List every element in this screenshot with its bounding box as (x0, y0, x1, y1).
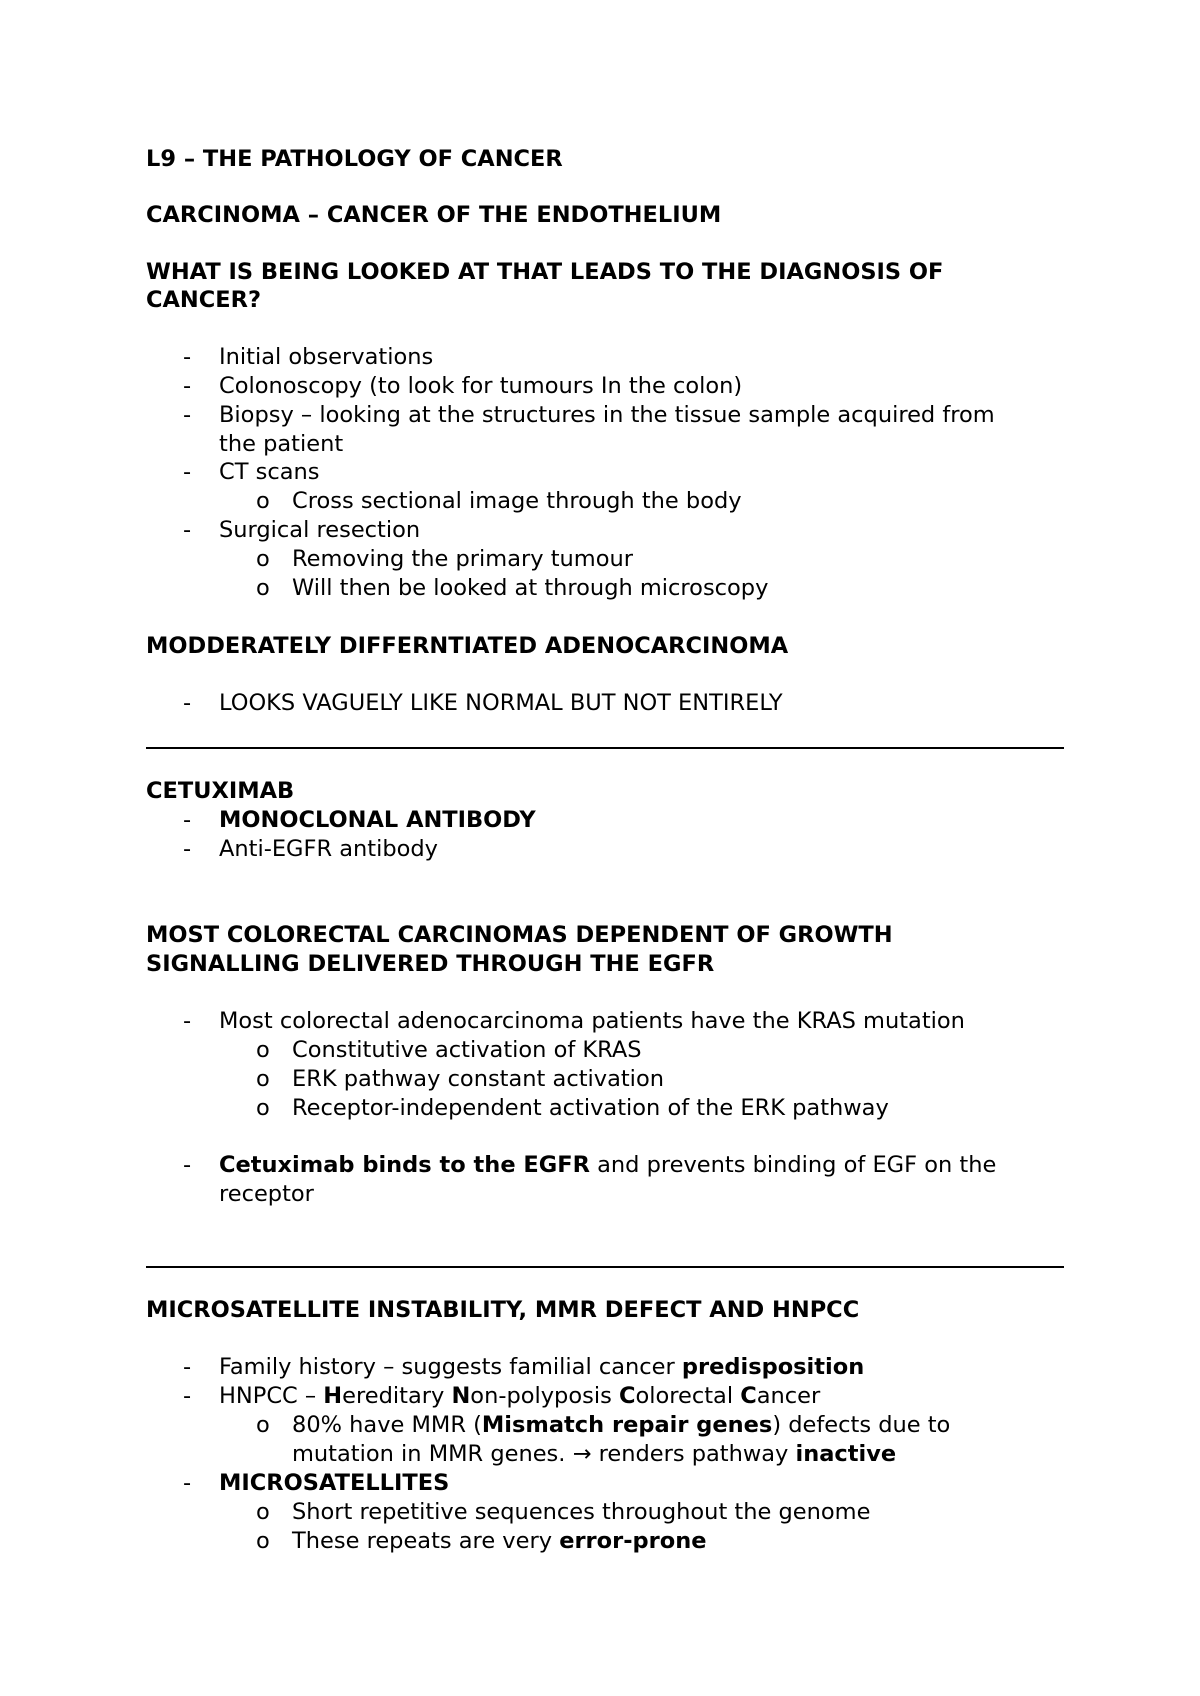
adenocarcinoma-heading: MODDERATELY DIFFERNTIATED ADENOCARCINOMA (146, 633, 789, 659)
list-item: Initial observations (219, 344, 434, 370)
msi-heading: MICROSATELLITE INSTABILITY, MMR DEFECT AND HNPCC (146, 1297, 860, 1323)
egfr-heading-line1: MOST COLORECTAL CARCINOMAS DEPENDENT OF GROWTH (146, 922, 893, 948)
bold-text: predisposition (681, 1354, 865, 1380)
bullet-dash: - (183, 402, 192, 428)
list-item: Anti-EGFR antibody (219, 836, 438, 862)
plain-text: These repeats are very (292, 1528, 560, 1554)
sub-list-item: Receptor-independent activation of the ERK pathway (292, 1095, 889, 1121)
plain-text: and prevents binding of EGF on the (589, 1152, 997, 1178)
bullet-dash: - (183, 1152, 192, 1178)
horizontal-rule (146, 1266, 1064, 1268)
bullet-dash: - (183, 459, 192, 485)
bold-text: Cetuximab binds to the EGFR (219, 1152, 590, 1178)
list-item: Biopsy – looking at the structures in the tissue sample acquired from (219, 402, 995, 428)
sub-list-item (292, 1527, 706, 1555)
bold-letter: N (451, 1383, 471, 1409)
horizontal-rule (146, 747, 1064, 749)
bullet-dash: - (183, 690, 192, 716)
bullet-dash: - (183, 1008, 192, 1034)
bullet-circle: o (256, 575, 270, 601)
bullet-dash: - (183, 373, 192, 399)
plain-text: olorectal (635, 1383, 741, 1409)
bullet-dash: - (183, 1354, 192, 1380)
list-item: CT scans (219, 459, 320, 485)
list-item (219, 1151, 996, 1179)
bullet-circle: o (256, 1095, 270, 1121)
plain-text: on-polyposis (470, 1383, 619, 1409)
sub-list-item: Cross sectional image through the body (292, 488, 742, 514)
bold-letter: H (323, 1383, 343, 1409)
bullet-circle: o (256, 1528, 270, 1554)
list-item: MONOCLONAL ANTIBODY (219, 807, 536, 833)
diagnosis-heading-line1: WHAT IS BEING LOOKED AT THAT LEADS TO THE DIAGNOSIS OF (146, 259, 944, 285)
bullet-dash: - (183, 517, 192, 543)
bullet-circle: o (256, 546, 270, 572)
bullet-circle: o (256, 1037, 270, 1063)
sub-list-item: Removing the primary tumour (292, 546, 633, 572)
document-title: L9 – THE PATHOLOGY OF CANCER (146, 146, 563, 172)
sub-list-item: ERK pathway constant activation (292, 1066, 664, 1092)
plain-text: Family history – suggests familial cancer (219, 1354, 682, 1380)
bold-text: Mismatch repair genes (481, 1412, 773, 1438)
list-item-continuation: the patient (219, 431, 344, 457)
sub-list-item-continuation (292, 1440, 896, 1468)
plain-text: ereditary (342, 1383, 452, 1409)
sub-list-item: Short repetitive sequences throughout the genome (292, 1499, 871, 1525)
bold-text: error-prone (559, 1528, 707, 1554)
list-item (219, 1353, 864, 1381)
plain-text: ancer (756, 1383, 821, 1409)
bullet-dash: - (183, 807, 192, 833)
list-item: Most colorectal adenocarcinoma patients have the KRAS mutation (219, 1008, 965, 1034)
plain-text: renders pathway (591, 1441, 796, 1467)
list-item: Colonoscopy (to look for tumours In the colon) (219, 373, 743, 399)
plain-text: 80% have MMR ( (292, 1412, 482, 1438)
cetuximab-heading: CETUXIMAB (146, 778, 295, 804)
list-item: MICROSATELLITES (219, 1470, 450, 1496)
bullet-circle: o (256, 488, 270, 514)
bullet-dash: - (183, 1383, 192, 1409)
plain-text: HNPCC – (219, 1383, 324, 1409)
list-item (219, 1382, 820, 1410)
list-item: LOOKS VAGUELY LIKE NORMAL BUT NOT ENTIRELY (219, 690, 783, 716)
egfr-heading-line2: SIGNALLING DELIVERED THROUGH THE EGFR (146, 951, 715, 977)
list-item-continuation: receptor (219, 1181, 314, 1207)
sub-list-item: Constitutive activation of KRAS (292, 1037, 642, 1063)
list-item: Surgical resection (219, 517, 421, 543)
bullet-circle: o (256, 1066, 270, 1092)
bullet-dash: - (183, 1470, 192, 1496)
bullet-circle: o (256, 1412, 270, 1438)
sub-list-item: Will then be looked at through microscopy (292, 575, 769, 601)
plain-text: ) defects due to (772, 1412, 951, 1438)
bullet-dash: - (183, 344, 192, 370)
diagnosis-heading-line2: CANCER? (146, 287, 262, 313)
sub-list-item (292, 1411, 950, 1439)
bold-text: inactive (795, 1441, 897, 1467)
bold-letter: C (618, 1383, 636, 1409)
carcinoma-heading: CARCINOMA – CANCER OF THE ENDOTHELIUM (146, 202, 722, 228)
arrow-icon: → (572, 1441, 592, 1467)
bold-letter: C (740, 1383, 757, 1409)
plain-text: mutation in MMR genes. (292, 1441, 573, 1467)
bullet-dash: - (183, 836, 192, 862)
bullet-circle: o (256, 1499, 270, 1525)
